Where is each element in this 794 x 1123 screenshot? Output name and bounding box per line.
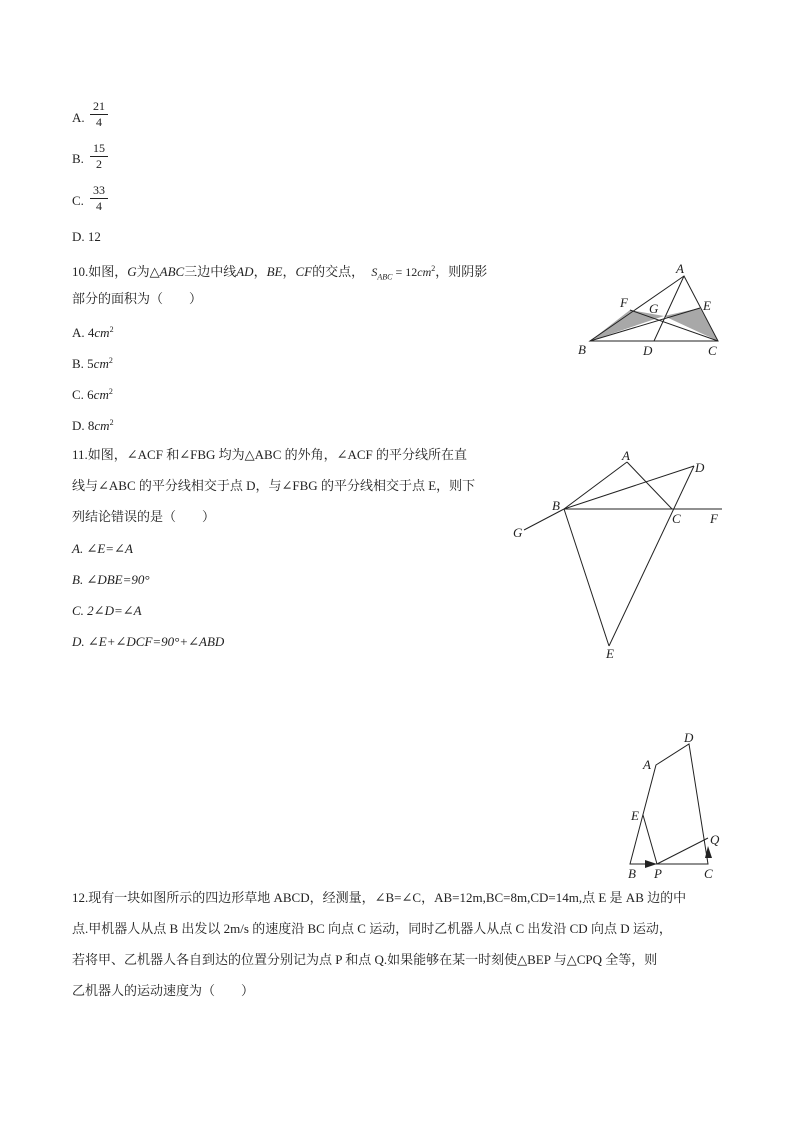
q11-label-d: D (695, 460, 705, 475)
q11-label-b: B (552, 498, 560, 513)
q10-stem-point-g: G (127, 264, 137, 279)
q10-stem-comma2: ， (282, 264, 296, 279)
q10-stem-line1 (72, 261, 487, 285)
q10-stem-mid3: 的交点， (312, 264, 365, 279)
q10-label-c: C (708, 343, 717, 358)
q11-segment-be (564, 509, 609, 646)
q12-label-e: E (631, 808, 639, 823)
q9-option-a-denominator: 4 (96, 115, 102, 129)
q11-label-a: A (622, 448, 630, 463)
q10-option-d (72, 415, 114, 434)
q10-option-a (72, 322, 114, 341)
q10-stem-mid2: 三边中线 (184, 264, 237, 279)
q10-label-g: G (649, 301, 659, 316)
q9-option-d: D. 12 (72, 229, 101, 244)
q10-option-a-unit-sup: 2 (109, 325, 114, 334)
q11-label-e: E (606, 646, 614, 661)
q10-stem-prefix: 10.如图， (72, 264, 128, 279)
q10-option-c-unit-sup: 2 (108, 387, 113, 396)
q11-stem-line1: 11.如图，∠ACF 和∠FBG 均为△ABC 的外角，∠ACF 的平分线所在直 (72, 447, 468, 462)
q10-label-e: E (703, 298, 711, 313)
q12-label-c: C (704, 866, 713, 881)
q11-segment-ba (564, 462, 627, 509)
q10-area-equals: = 12 (392, 265, 418, 279)
q9-option-c-numerator: 33 (90, 184, 108, 199)
q10-label-a: A (676, 261, 684, 276)
q10-label-b: B (578, 342, 586, 357)
q10-stem-end: ，则阴影 (435, 264, 488, 279)
q10-area-s: S (371, 265, 378, 279)
q10-area-subscript: ABC (377, 272, 393, 282)
q9-option-a-numerator: 21 (90, 100, 108, 115)
q11-figure (505, 445, 735, 665)
q10-option-a-unit: cm (94, 325, 110, 340)
q10-option-c (72, 384, 113, 403)
q12-segment-pq (657, 838, 708, 864)
q10-option-a-value: A. 4 (72, 325, 95, 340)
q10-label-f: F (620, 295, 628, 310)
q12-stem-line2: 点.甲机器人从点 B 出发以 2m/s 的速度沿 BC 向点 C 运动，同时乙机器人从点 C 出发沿 CD 向点 D 运动， (72, 921, 672, 936)
q11-option-c: C. 2∠D=∠A (72, 603, 142, 618)
q10-stem-median-be: BE (266, 264, 283, 279)
q12-figure (622, 728, 732, 880)
q10-option-c-value: C. 6 (72, 387, 94, 402)
q11-label-f: F (710, 511, 718, 526)
q10-label-d: D (643, 343, 653, 358)
q11-option-d: D. ∠E+∠DCF=90°+∠ABD (72, 634, 225, 649)
q10-option-d-unit-sup: 2 (109, 418, 114, 427)
q10-stem-line2: 部分的面积为（ ） (72, 291, 203, 306)
q9-option-a-fraction (90, 100, 108, 129)
q10-option-d-unit: cm (94, 418, 110, 433)
q12-label-b: B (628, 866, 636, 881)
q11-segment-de (609, 466, 694, 646)
q10-option-d-value: D. 8 (72, 418, 95, 433)
q10-figure (570, 258, 730, 363)
q12-label-d: D (684, 730, 694, 745)
q9-option-c-fraction (90, 184, 108, 213)
q12-segment-ep (643, 815, 657, 864)
q9-option-b-denominator: 2 (96, 157, 102, 171)
q10-option-b-value: B. 5 (72, 356, 94, 371)
q12-label-p: P (654, 866, 662, 881)
q10-option-c-unit: cm (93, 387, 109, 402)
q10-area-unit: cm (417, 265, 432, 279)
q11-stem-line3: 列结论错误的是（ ） (72, 509, 216, 524)
q10-stem-median-ad: AD (236, 264, 254, 279)
q12-stem-line3: 若将甲、乙机器人各自到达的位置分别记为点 P 和点 Q.如果能够在某一时刻使△BEP 与△CPQ 全等，则 (72, 952, 658, 967)
q11-label-c: C (672, 511, 681, 526)
q9-option-c-denominator: 4 (96, 199, 102, 213)
q10-option-b-unit-sup: 2 (108, 356, 113, 365)
q12-quadrilateral-abcd (630, 744, 708, 864)
q12-label-a: A (643, 757, 651, 772)
q9-option-b-numerator: 15 (90, 142, 108, 157)
q11-stem-line2: 线与∠ABC 的平分线相交于点 D，与∠FBG 的平分线相交于点 E，则下 (72, 478, 476, 493)
q11-option-b: B. ∠DBE=90° (72, 572, 150, 587)
q10-median-ad (654, 276, 684, 341)
q11-option-a: A. ∠E=∠A (72, 541, 133, 556)
q9-option-b-fraction (90, 142, 108, 171)
q10-area-formula (371, 264, 436, 282)
q10-option-b (72, 353, 113, 372)
q12-stem-line1: 12.现有一块如图所示的四边形草地 ABCD，经测量，∠B=∠C，AB=12m,BC=8m,CD=14m,点 E 是 AB 边的中 (72, 890, 687, 905)
q11-label-g: G (513, 525, 523, 540)
q10-stem-triangle-abc: ABC (159, 264, 185, 279)
q11-segment-bd (564, 466, 694, 509)
q10-stem-mid: 为△ (136, 264, 160, 279)
q10-area-unit-sup: 2 (431, 264, 436, 273)
q12-stem-line4: 乙机器人的运动速度为（ ） (72, 983, 255, 998)
q9-option-b-label: B. (72, 151, 84, 166)
q10-stem-comma1: ， (253, 264, 267, 279)
q12-label-q: Q (710, 832, 720, 847)
q9-option-a-label: A. (72, 110, 85, 125)
q9-option-c-label: C. (72, 193, 84, 208)
q10-stem-median-cf: CF (295, 264, 313, 279)
q10-option-b-unit: cm (93, 356, 109, 371)
